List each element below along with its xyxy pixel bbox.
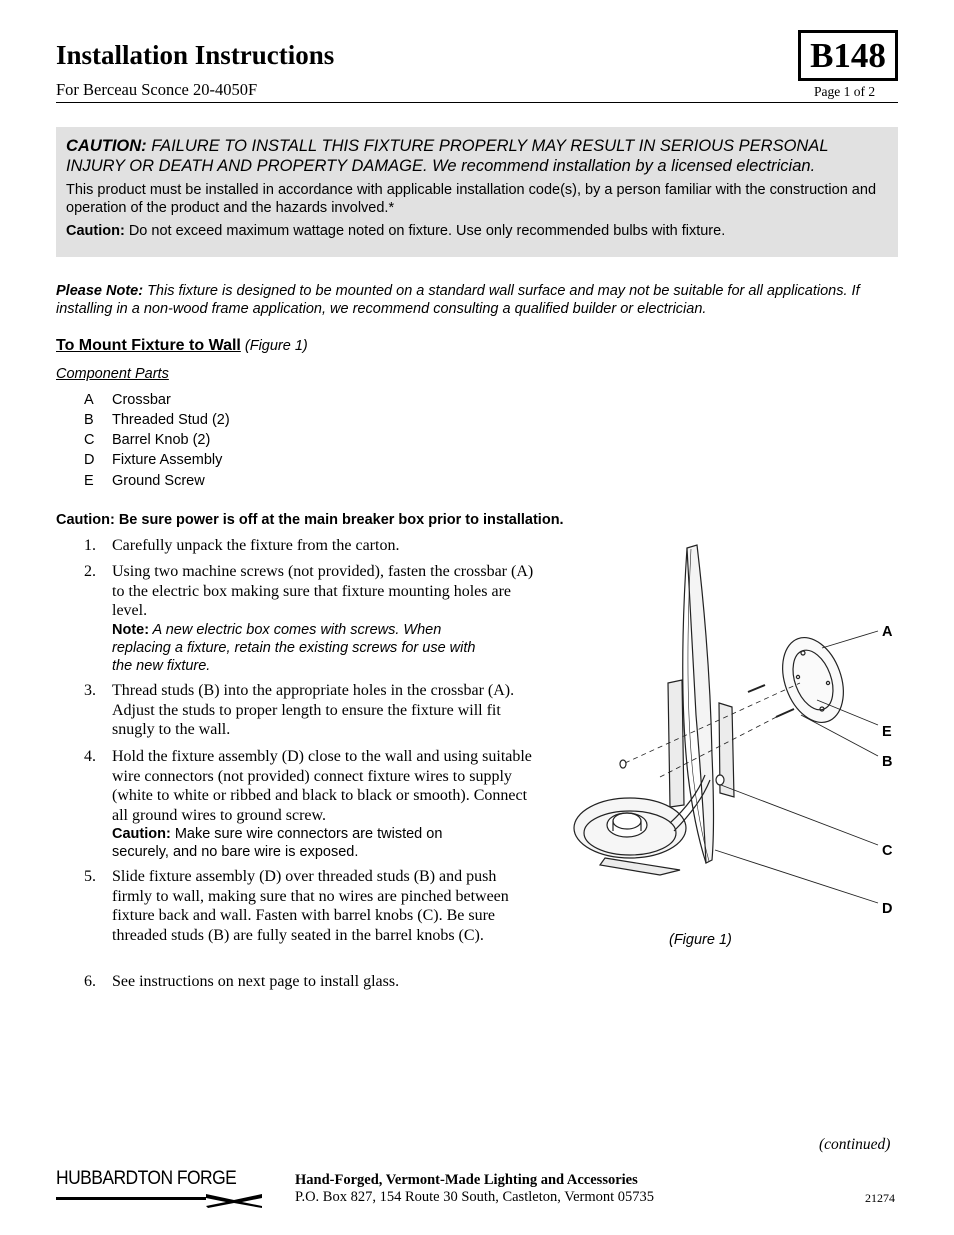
step-item <box>84 972 534 992</box>
step-caution-label: Caution: <box>112 826 171 843</box>
step-number: 2. <box>84 563 96 580</box>
document-code-badge: B148 <box>798 30 898 81</box>
step-text: Using two machine screws (not provided), fasten the crossbar (A) to the electric box making sure that fixture mounting holes are level. <box>112 563 534 620</box>
step-caution <box>112 825 502 861</box>
wattage-caution-text: Do not exceed maximum wattage noted on fixture. Use only recommended bulbs with fixture. <box>124 223 726 239</box>
caution-label: CAUTION: <box>66 137 147 155</box>
step-text: Carefully unpack the fixture from the carton. <box>112 537 400 554</box>
step-item <box>84 562 534 675</box>
page-subtitle: For Berceau Sconce 20-4050F <box>56 80 258 99</box>
document-number: 21274 <box>865 1191 895 1205</box>
part-letter: D <box>84 452 95 468</box>
footer-tagline: Hand-Forged, Vermont-Made Lighting and Accessories <box>295 1172 638 1188</box>
step-item <box>84 747 534 861</box>
part-item <box>84 432 210 448</box>
callout-a: A <box>882 624 893 640</box>
caution-warning-text: FAILURE TO INSTALL THIS FIXTURE PROPERLY MAY RESULT IN SERIOUS PERSONAL INJURY OR DEATH AND PROPERTY DAMAGE. We recommend installation by a licensed electrician. <box>66 137 829 175</box>
step-text: Slide fixture assembly (D) over threaded studs (B) and push firmly to wall, making sure that no wires are pinched between fixture back and wall. Fasten with barrel knobs (C). Be sure threaded studs (B) are fully seated in the barrel knobs (C). <box>112 868 509 944</box>
logo-anvil-icon <box>56 1192 262 1208</box>
part-name: Barrel Knob (2) <box>112 432 211 448</box>
callout-b: B <box>882 754 893 770</box>
component-parts-heading: Component Parts <box>56 366 169 382</box>
part-item <box>84 412 230 428</box>
callout-e: E <box>882 724 892 740</box>
please-note-text: This fixture is designed to be mounted on a standard wall surface and may not be suitable for all applications. If installing in a non-wood frame application, we recommend consulting a qualified builder or electrician. <box>56 283 860 317</box>
part-item <box>84 473 205 489</box>
step-text: Thread studs (B) into the appropriate holes in the crossbar (A). Adjust the studs to proper length to ensure the fixture will fit snugly to the wall. <box>112 682 515 739</box>
footer-address: P.O. Box 827, 154 Route 30 South, Castleton, Vermont 05735 <box>295 1189 655 1205</box>
step-note-text: A new electric box comes with screws. When replacing a fixture, retain the existing screws for use with the new fixture. <box>112 621 476 674</box>
page-number: Page 1 of 2 <box>814 84 876 99</box>
part-item <box>84 392 171 408</box>
header-divider <box>56 102 898 103</box>
part-name: Crossbar <box>112 392 171 408</box>
part-letter: C <box>84 432 95 448</box>
part-name: Threaded Stud (2) <box>112 412 230 428</box>
company-logo <box>56 1168 262 1208</box>
power-caution: Caution: Be sure power is off at the main breaker box prior to installation. <box>56 512 564 528</box>
part-name: Fixture Assembly <box>112 452 223 468</box>
part-name: Ground Screw <box>112 473 205 489</box>
fixture-illustration <box>560 535 900 935</box>
page-title: Installation Instructions <box>56 40 335 70</box>
step-number: 3. <box>84 682 96 699</box>
step-number: 4. <box>84 748 96 765</box>
section-heading <box>56 337 308 355</box>
step-item <box>84 681 534 740</box>
please-note-label: Please Note: <box>56 283 144 299</box>
part-letter: E <box>84 473 94 489</box>
step-number: 6. <box>84 973 96 990</box>
caution-box <box>56 127 898 257</box>
section-heading-text: To Mount Fixture to Wall <box>56 337 241 354</box>
logo-wordmark: HUBBARDTON FORGE <box>56 1168 237 1189</box>
wattage-caution-label: Caution: <box>66 223 125 239</box>
callout-d: D <box>882 901 893 917</box>
step-text: See instructions on next page to install glass. <box>112 973 400 990</box>
step-note-label: Note: <box>112 621 150 638</box>
install-code-text: This product must be installed in accordance with applicable installation code(s), by a person familiar with the construction and operation of the product and the hazards involved.* <box>66 182 877 216</box>
figure-caption: (Figure 1) <box>669 932 732 948</box>
part-item <box>84 452 222 468</box>
section-figure-ref: (Figure 1) <box>240 338 308 354</box>
please-note <box>56 282 898 318</box>
part-letter: A <box>84 392 94 408</box>
step-item <box>84 536 534 556</box>
continued-note: (continued) <box>819 1136 891 1153</box>
part-letter: B <box>84 412 94 428</box>
step-number: 1. <box>84 537 96 554</box>
callout-c: C <box>882 843 893 859</box>
caution-warning <box>66 136 888 176</box>
step-text: Hold the fixture assembly (D) close to the wall and using suitable wire connectors (not provided) connect fixture wires to supply (white to white or ribbed and black to black or smooth). Connect all ground wires to ground screw. <box>112 748 532 824</box>
step-item <box>84 867 534 945</box>
step-caution-text: Make sure wire connectors are twisted on securely, and no bare wire is exposed. <box>112 826 443 861</box>
step-note <box>112 621 482 675</box>
step-number: 5. <box>84 868 96 885</box>
wattage-caution <box>66 222 888 240</box>
